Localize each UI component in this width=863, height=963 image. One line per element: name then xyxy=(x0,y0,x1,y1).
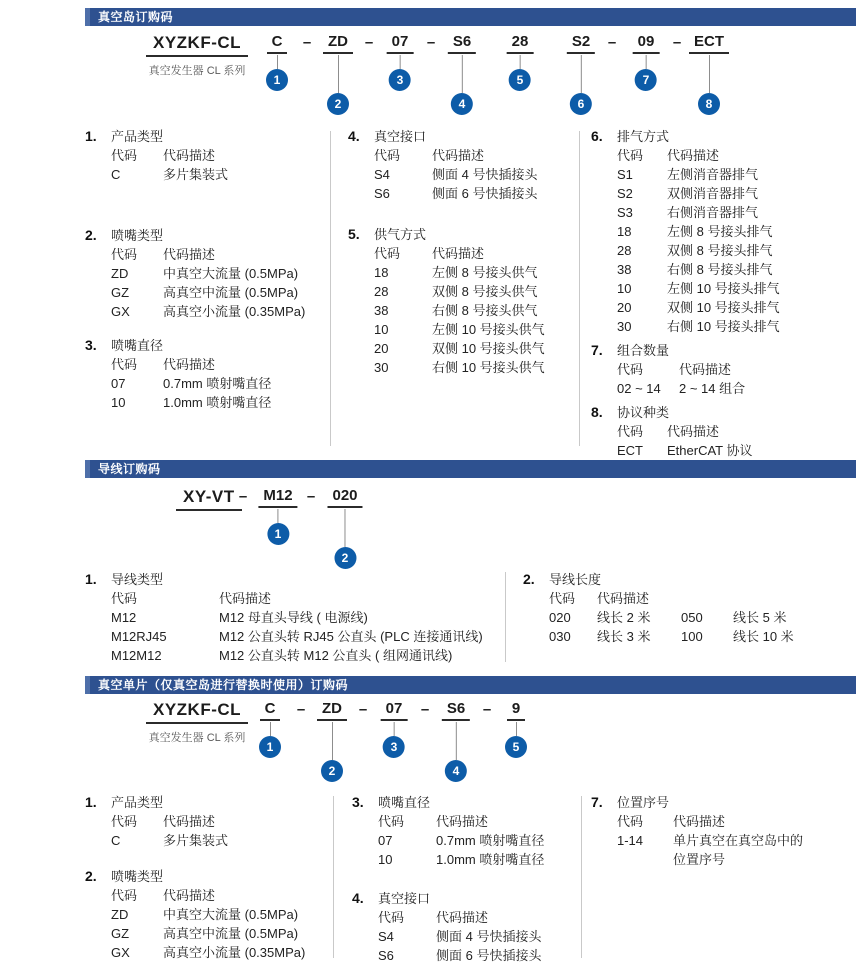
code-description: 双侧消音器排气 xyxy=(667,186,759,201)
group-title: 真空接口 xyxy=(374,129,427,144)
code-text: 07 xyxy=(381,700,408,721)
code-text: M12 xyxy=(258,487,297,508)
code-description: 侧面 4 号快插接头 xyxy=(432,167,538,182)
code-value: 20 xyxy=(617,300,632,315)
group-number: 2. xyxy=(523,571,535,587)
code-value: 18 xyxy=(374,265,389,280)
code-description: 线长 5 米 xyxy=(733,610,787,625)
column-header: 代码 xyxy=(374,246,401,261)
code-description: 中真空大流量 (0.5MPa) xyxy=(163,907,299,922)
column-divider xyxy=(333,796,334,958)
code-value: C xyxy=(111,167,121,182)
code-text: 09 xyxy=(633,33,660,54)
code-row xyxy=(111,905,327,924)
code-column xyxy=(591,793,855,885)
group-number: 1. xyxy=(85,571,97,587)
model-code: XYZKF-CL xyxy=(146,700,248,724)
code-value: S6 xyxy=(378,948,394,963)
code-row xyxy=(378,927,574,946)
connector-line xyxy=(516,722,517,736)
column-header: 代码描述 xyxy=(163,148,216,163)
connector-line xyxy=(270,722,271,736)
column-header: 代码 xyxy=(617,424,644,439)
code-description: 双侧 10 号接头供气 xyxy=(432,341,545,356)
section-title: 导线订购码 xyxy=(98,462,161,476)
code-description: 侧面 4 号快插接头 xyxy=(436,929,542,944)
code-description: 0.7mm 喷射嘴直径 xyxy=(436,833,545,848)
group-title: 喷嘴类型 xyxy=(111,869,164,884)
code-value: S6 xyxy=(374,186,390,201)
code-text: C xyxy=(260,700,281,721)
group-number: 5. xyxy=(348,226,360,242)
group-body xyxy=(111,867,327,962)
step-circle: 1 xyxy=(267,523,289,545)
code-text: ECT xyxy=(689,33,729,54)
group-body xyxy=(378,889,574,963)
code-column xyxy=(352,793,574,963)
code-value: S1 xyxy=(617,167,633,182)
section-title: 真空岛订购码 xyxy=(98,10,174,24)
code-value: 38 xyxy=(374,303,389,318)
column-header: 代码 xyxy=(617,814,644,829)
code-description: 左侧 8 号接头供气 xyxy=(432,265,538,280)
column-header: 代码 xyxy=(111,591,138,606)
column-header: 代码描述 xyxy=(673,814,726,829)
column-header: 代码 xyxy=(111,888,138,903)
group-number: 4. xyxy=(348,128,360,144)
column-header: 代码 xyxy=(617,362,644,377)
column-header: 代码描述 xyxy=(163,357,216,372)
code-description: 右侧 8 号接头供气 xyxy=(432,303,538,318)
column-header: 代码描述 xyxy=(163,814,216,829)
code-group xyxy=(352,889,574,963)
step-circle: 4 xyxy=(445,760,467,782)
code-description: 右侧消音器排气 xyxy=(667,205,759,220)
column-header: 代码 xyxy=(111,357,138,372)
step-circle: 1 xyxy=(259,736,281,758)
code-description: 多片集装式 xyxy=(163,833,229,848)
code-row xyxy=(378,831,574,850)
code-value: GX xyxy=(111,304,130,319)
code-text: ZD xyxy=(317,700,347,721)
group-number: 1. xyxy=(85,128,97,144)
group-title: 供气方式 xyxy=(374,227,427,242)
code-value: 100 xyxy=(681,629,703,644)
group-title: 喷嘴直径 xyxy=(378,795,431,810)
code-text: 9 xyxy=(507,700,525,721)
code-value: 07 xyxy=(378,833,393,848)
step-circle: 6 xyxy=(570,93,592,115)
code-value: M12RJ45 xyxy=(111,629,167,644)
group-title: 真空接口 xyxy=(378,891,431,906)
connector-line xyxy=(394,722,395,736)
group-number: 3. xyxy=(85,337,97,353)
group-number: 4. xyxy=(352,890,364,906)
step-circle: 4 xyxy=(451,93,473,115)
code-value: S4 xyxy=(374,167,390,182)
code-value: GZ xyxy=(111,285,130,300)
column-header: 代码描述 xyxy=(219,591,272,606)
code-value: 30 xyxy=(617,319,632,334)
column-header-row xyxy=(111,886,327,905)
code-description: 左侧 8 号接头排气 xyxy=(667,224,773,239)
code-description: M12 母直头导线 ( 电源线) xyxy=(219,610,368,625)
code-value: 28 xyxy=(617,243,632,258)
model-code-block xyxy=(146,700,248,745)
code-description: 双侧 8 号接头供气 xyxy=(432,284,538,299)
code-separator: – xyxy=(302,34,312,51)
code-value: C xyxy=(111,833,121,848)
code-value: 38 xyxy=(617,262,632,277)
code-value: M12 xyxy=(111,610,137,625)
code-row xyxy=(111,924,327,943)
step-circle: 2 xyxy=(327,93,349,115)
group-title: 组合数量 xyxy=(617,343,670,358)
code-value: 28 xyxy=(374,284,389,299)
code-value: 050 xyxy=(681,610,703,625)
step-circle: 3 xyxy=(389,69,411,91)
code-description: 2 ~ 14 组合 xyxy=(679,381,746,396)
code-part xyxy=(505,700,527,758)
code-description: 高真空中流量 (0.5MPa) xyxy=(163,926,299,941)
code-value: 02 ~ 14 xyxy=(617,381,661,396)
column-header: 代码 xyxy=(378,814,405,829)
code-value: 20 xyxy=(374,341,389,356)
code-value: ECT xyxy=(617,443,643,458)
column-header: 代码 xyxy=(617,148,644,163)
column-header: 代码 xyxy=(378,910,405,925)
code-value: S2 xyxy=(617,186,633,201)
connector-line xyxy=(332,722,333,760)
code-value: 020 xyxy=(549,610,571,625)
group-title: 协议种类 xyxy=(617,405,670,420)
code-value: ZD xyxy=(111,266,129,281)
column-header: 代码描述 xyxy=(679,362,732,377)
step-circle: 2 xyxy=(321,760,343,782)
group-number: 1. xyxy=(85,794,97,810)
code-description: 侧面 6 号快插接头 xyxy=(432,186,538,201)
code-text: 07 xyxy=(387,33,414,54)
code-description: 高真空中流量 (0.5MPa) xyxy=(163,285,299,300)
group-number: 2. xyxy=(85,868,97,884)
step-circle: 5 xyxy=(505,736,527,758)
code-description: 左侧 10 号接头供气 xyxy=(432,322,545,337)
model-series-subtitle: 真空发生器 CL 系列 xyxy=(148,65,246,77)
column-header: 代码描述 xyxy=(432,246,485,261)
code-text: 28 xyxy=(507,33,534,54)
group-title: 喷嘴直径 xyxy=(111,338,164,353)
code-text: S6 xyxy=(442,700,470,721)
step-circle: 1 xyxy=(266,69,288,91)
column-header: 代码 xyxy=(111,814,138,829)
column-header-row xyxy=(111,812,327,831)
code-value: M12M12 xyxy=(111,648,162,663)
code-description: M12 公直头转 M12 公直头 ( 组网通讯线) xyxy=(219,648,453,663)
column-header-row xyxy=(378,908,574,927)
column-header: 代码 xyxy=(111,247,138,262)
group-body xyxy=(111,793,327,850)
step-circle: 8 xyxy=(698,93,720,115)
column-header: 代码 xyxy=(549,591,576,606)
code-separator: – xyxy=(420,701,430,718)
column-header: 代码描述 xyxy=(436,910,489,925)
code-description: 线长 10 米 xyxy=(733,629,794,644)
group-title: 位置序号 xyxy=(617,795,670,810)
column-header: 代码描述 xyxy=(163,247,216,262)
group-title: 产品类型 xyxy=(111,795,164,810)
code-value: S3 xyxy=(617,205,633,220)
code-separator: – xyxy=(482,701,492,718)
column-header-row xyxy=(378,812,574,831)
code-value: ZD xyxy=(111,907,129,922)
code-separator: – xyxy=(358,701,368,718)
group-body xyxy=(617,793,855,869)
section-header-bar xyxy=(85,676,856,694)
column-header: 代码描述 xyxy=(432,148,485,163)
column-header: 代码 xyxy=(111,148,138,163)
code-text: ZD xyxy=(323,33,353,54)
step-circle: 7 xyxy=(635,69,657,91)
code-description: 双侧 8 号接头排气 xyxy=(667,243,773,258)
section-title: 真空单片（仅真空岛进行替换时使用）订购码 xyxy=(98,678,349,692)
column-header: 代码描述 xyxy=(163,888,216,903)
code-value: 10 xyxy=(617,281,632,296)
group-title: 喷嘴类型 xyxy=(111,228,164,243)
code-description: 线长 3 米 xyxy=(597,629,651,644)
group-number: 3. xyxy=(352,794,364,810)
code-value: 30 xyxy=(374,360,389,375)
code-group xyxy=(352,793,574,869)
group-title: 排气方式 xyxy=(617,129,670,144)
code-description: 高真空小流量 (0.35MPa) xyxy=(163,304,306,319)
code-description: 左侧消音器排气 xyxy=(667,167,759,182)
code-description: 双侧 10 号接头排气 xyxy=(667,300,780,315)
code-description: 1.0mm 喷射嘴直径 xyxy=(436,852,545,867)
code-separator: – xyxy=(306,488,316,505)
code-description: EtherCAT 协议 xyxy=(667,443,753,458)
code-row xyxy=(617,831,855,869)
code-separator: – xyxy=(364,34,374,51)
step-circle: 5 xyxy=(509,69,531,91)
code-separator: – xyxy=(607,34,617,51)
code-text: S6 xyxy=(448,33,476,54)
code-value: GZ xyxy=(111,926,130,941)
code-row xyxy=(378,850,574,869)
group-title: 导线长度 xyxy=(549,572,602,587)
code-description: 线长 2 米 xyxy=(597,610,651,625)
code-value: 07 xyxy=(111,376,126,391)
code-value: 10 xyxy=(111,395,126,410)
group-number: 8. xyxy=(591,404,603,420)
code-part xyxy=(317,700,347,782)
code-description: 单片真空在真空岛中的位置序号 xyxy=(673,833,804,867)
code-description: 0.7mm 喷射嘴直径 xyxy=(163,376,272,391)
code-value: 030 xyxy=(549,629,571,644)
column-header: 代码 xyxy=(374,148,401,163)
group-title: 产品类型 xyxy=(111,129,164,144)
model-code: XYZKF-CL xyxy=(146,33,248,57)
group-number: 6. xyxy=(591,128,603,144)
code-description: 高真空小流量 (0.35MPa) xyxy=(163,945,306,960)
code-text: 020 xyxy=(327,487,362,508)
column-header: 代码描述 xyxy=(667,148,720,163)
column-header: 代码描述 xyxy=(597,591,650,606)
column-header: 代码描述 xyxy=(667,424,720,439)
code-description: M12 公直头转 RJ45 公直头 (PLC 连接通讯线) xyxy=(219,629,483,644)
column-header: 代码描述 xyxy=(436,814,489,829)
code-description: 右侧 10 号接头供气 xyxy=(432,360,545,375)
group-body xyxy=(378,793,574,869)
code-separator: – xyxy=(296,701,306,718)
code-description: 侧面 6 号快插接头 xyxy=(436,948,542,963)
code-separator: – xyxy=(426,34,436,51)
code-row xyxy=(111,943,327,962)
code-row xyxy=(378,946,574,963)
code-group xyxy=(85,867,327,962)
model-series-subtitle: 真空发生器 CL 系列 xyxy=(148,732,246,744)
group-number: 7. xyxy=(591,794,603,810)
code-part xyxy=(381,700,408,758)
code-separator: – xyxy=(238,488,248,505)
code-description: 1.0mm 喷射嘴直径 xyxy=(163,395,272,410)
code-part xyxy=(442,700,470,782)
group-number: 7. xyxy=(591,342,603,358)
code-description: 多片集装式 xyxy=(163,167,229,182)
code-description: 右侧 8 号接头排气 xyxy=(667,262,773,277)
code-text: C xyxy=(267,33,288,54)
code-group xyxy=(591,793,855,869)
model-code: XY-VT xyxy=(176,487,242,511)
code-description: 中真空大流量 (0.5MPa) xyxy=(163,266,299,281)
connector-line xyxy=(455,722,456,760)
group-number: 2. xyxy=(85,227,97,243)
code-value: GX xyxy=(111,945,130,960)
code-description: 左侧 10 号接头排气 xyxy=(667,281,780,296)
code-column xyxy=(85,793,327,963)
step-circle: 3 xyxy=(383,736,405,758)
code-value: 18 xyxy=(617,224,632,239)
code-separator: – xyxy=(672,34,682,51)
code-value: 10 xyxy=(374,322,389,337)
code-description: 右侧 10 号接头排气 xyxy=(667,319,780,334)
code-text: S2 xyxy=(567,33,595,54)
code-row xyxy=(111,831,327,850)
code-part xyxy=(259,700,281,758)
column-divider xyxy=(581,796,582,958)
step-circle: 2 xyxy=(334,547,356,569)
code-group xyxy=(85,793,327,850)
column-header-row xyxy=(617,812,855,831)
group-title: 导线类型 xyxy=(111,572,164,587)
code-value: S4 xyxy=(378,929,394,944)
code-value: 1-14 xyxy=(617,833,644,848)
code-value: 10 xyxy=(378,852,393,867)
